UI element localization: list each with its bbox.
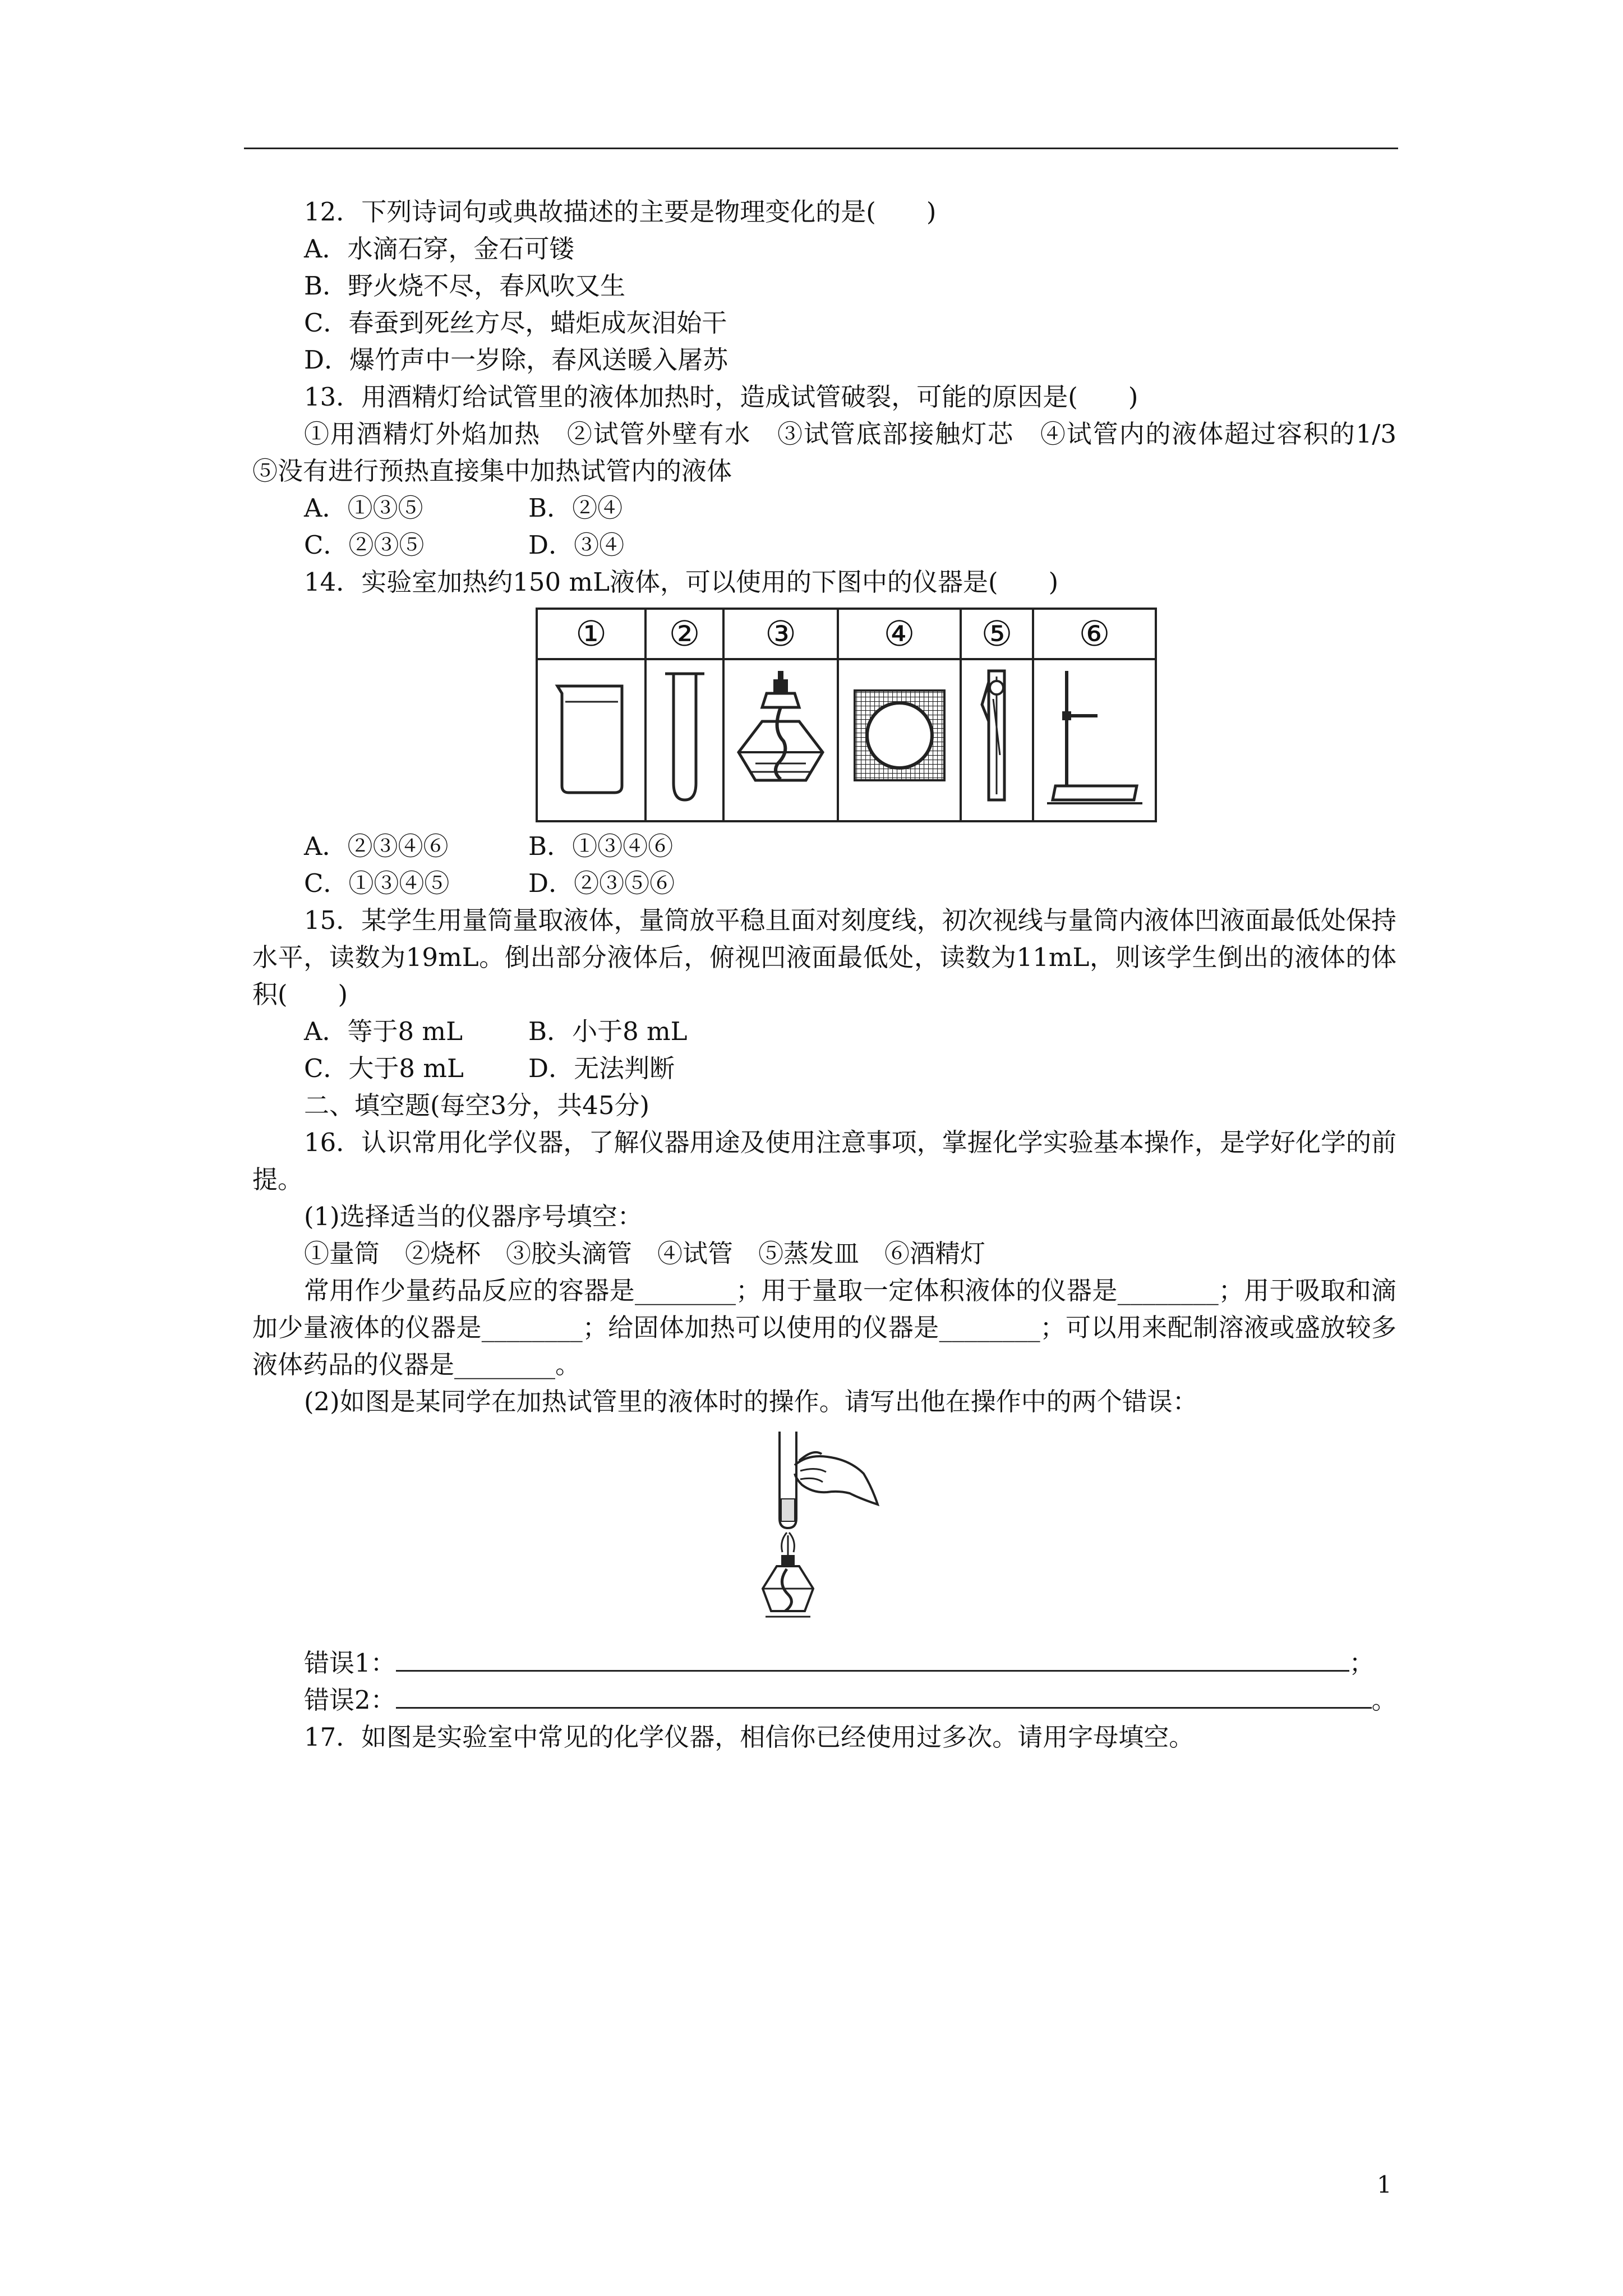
- q13-option-d: D．③④: [528, 530, 625, 560]
- q15-stem: 15．某学生用量筒量取液体，量筒放平稳且面对刻度线，初次视线与量筒内液体凹液面最低处保持水平，读数为19mL。倒出部分液体后，俯视凹液面最低处，读数为11mL，则该学生倒出的液体的体积( ): [252, 905, 1396, 1009]
- q12-option-a: A．水滴石穿，金石可镂: [304, 234, 575, 264]
- table-header-1: ①: [537, 609, 645, 659]
- page-content: [252, 194, 1422, 1756]
- error-1-blank[interactable]: [396, 1648, 1349, 1672]
- q16-part2: (2)如图是某同学在加热试管里的液体时的操作。请写出他在操作中的两个错误：: [304, 1387, 1198, 1416]
- q13-option-a: A．①③⑤: [304, 493, 423, 523]
- q13-detail: ①用酒精灯外焰加热 ②试管外壁有水 ③试管底部接触灯芯 ④试管内的液体超过容积的1/3 ⑤没有进行预热直接集中加热试管内的液体: [252, 419, 1422, 486]
- error-1-end: ；: [1349, 1648, 1375, 1678]
- q15-option-a: A．等于8 mL: [304, 1016, 463, 1046]
- error-2-line: [252, 1682, 1396, 1719]
- q14-option-d: D．②③⑤⑥: [528, 868, 675, 898]
- q15-option-d: D．无法判断: [528, 1053, 675, 1083]
- table-header-5: ⑤: [961, 609, 1033, 659]
- instrument-table: [536, 608, 1157, 822]
- q12-option-b: B．野火烧不尽，春风吹又生: [304, 271, 626, 301]
- q16-stem: 16．认识常用化学仪器，了解仪器用途及使用注意事项，掌握化学实验基本操作，是学好化学的前提。: [252, 1128, 1396, 1194]
- beaker-icon: [537, 659, 645, 821]
- q13-stem: 13．用酒精灯给试管里的液体加热时，造成试管破裂，可能的原因是( ): [304, 382, 1138, 412]
- q14-options-row1: [252, 828, 1396, 865]
- q15-option-b: B．小于8 mL: [528, 1016, 688, 1046]
- header-rule: [244, 148, 1398, 149]
- q12-option-d: D．爆竹声中一岁除，春风送暖入屠苏: [304, 345, 728, 375]
- table-header-3: ③: [723, 609, 838, 659]
- q12-stem: 12．下列诗词句或典故描述的主要是物理变化的是( ): [304, 197, 937, 227]
- alcohol-lamp-icon: [723, 659, 838, 821]
- q14-option-c: C．①③④⑤: [304, 868, 450, 898]
- q16-part1: (1)选择适当的仪器序号填空：: [304, 1202, 643, 1231]
- q13-options-row1: [252, 490, 1396, 527]
- q15-options-row1: [252, 1013, 1396, 1050]
- error-2-blank[interactable]: [396, 1685, 1372, 1709]
- q14-option-a: A．②③④⑥: [304, 831, 449, 861]
- q16-fill-in: 常用作少量药品反应的容器是________；用于量取一定体积液体的仪器是________；用于吸取和滴加少量液体的仪器是________；给固体加热可以使用的仪器是________；可以用来配制溶液或盛放较多液体药品的仪器是________。: [252, 1276, 1396, 1379]
- q17-stem: 17．如图是实验室中常见的化学仪器，相信你已经使用过多次。请用字母填空。: [304, 1722, 1195, 1752]
- iron-stand-icon: [1033, 659, 1156, 821]
- error-2-end: 。: [1371, 1685, 1397, 1715]
- q13-option-b: B．②④: [528, 493, 623, 523]
- test-tube-holder-icon: [961, 659, 1033, 821]
- table-header-2: ②: [645, 609, 723, 659]
- heating-test-tube-figure: [760, 1426, 1396, 1639]
- q14-options-row2: [252, 865, 1396, 902]
- table-header-6: ⑥: [1033, 609, 1156, 659]
- wire-gauze-icon: [838, 659, 961, 821]
- q12-option-c: C．春蚕到死丝方尽，蜡炬成灰泪始干: [304, 308, 727, 338]
- q14-stem: 14．实验室加热约150 mL液体，可以使用的下图中的仪器是( ): [304, 567, 1059, 597]
- table-header-4: ④: [838, 609, 961, 659]
- error-2-label: 错误2：: [304, 1685, 396, 1715]
- q15-options-row2: [252, 1050, 1396, 1087]
- q13-options-row2: [252, 527, 1396, 564]
- q14-option-b: B．①③④⑥: [528, 831, 674, 861]
- q15-option-c: C．大于8 mL: [304, 1053, 464, 1083]
- error-1-line: [252, 1645, 1396, 1682]
- q16-instruments: ①量筒 ②烧杯 ③胶头滴管 ④试管 ⑤蒸发皿 ⑥酒精灯: [304, 1239, 986, 1268]
- section-heading: 二、填空题(每空3分，共45分): [304, 1091, 650, 1120]
- q13-option-c: C．②③⑤: [304, 530, 425, 560]
- test-tube-icon: [645, 659, 723, 821]
- page-number: 1: [1377, 2171, 1392, 2198]
- error-1-label: 错误1：: [304, 1648, 396, 1678]
